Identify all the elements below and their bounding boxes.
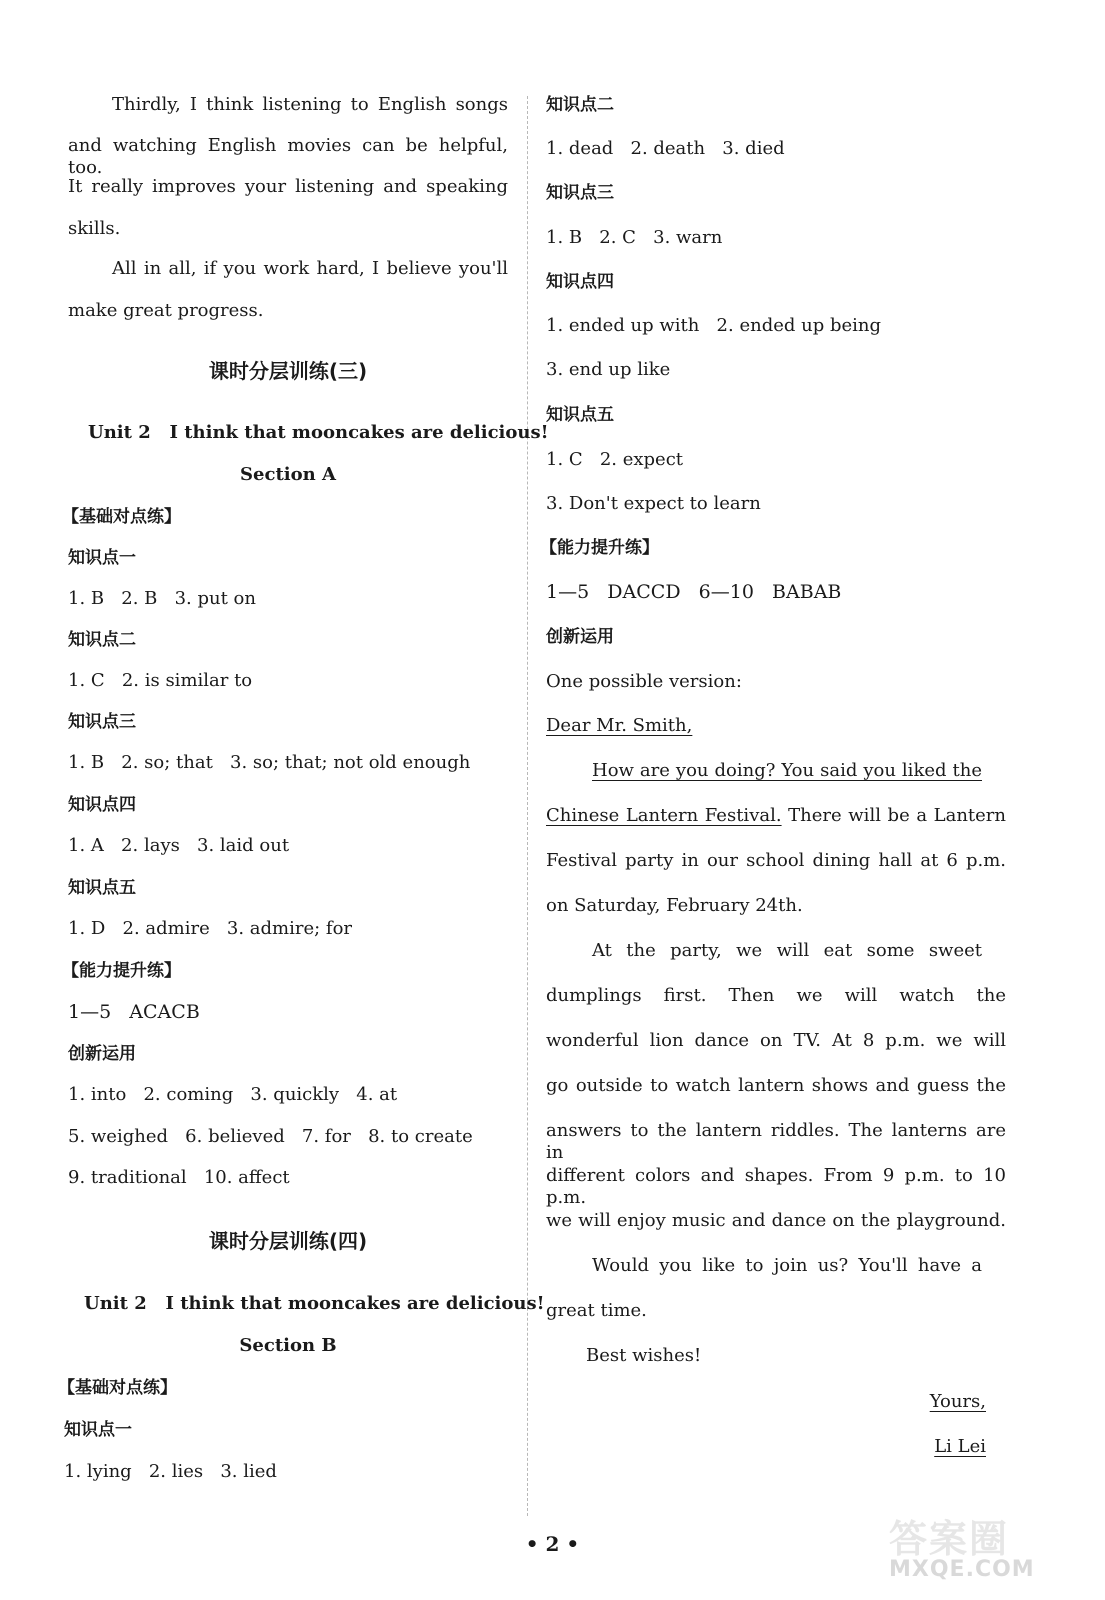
- letter-line: on Saturday, February 24th.: [546, 895, 803, 916]
- letter-sign-off: Yours,: [929, 1391, 986, 1412]
- knowledge-point-heading: 知识点五: [546, 405, 614, 425]
- paragraph-line: make great progress.: [68, 300, 264, 321]
- paragraph-line: Thirdly, I think listening to English songs: [112, 94, 508, 115]
- knowledge-point-heading: 知识点二: [68, 630, 136, 650]
- answer-line: 3. end up like: [546, 359, 671, 380]
- innovation-heading: 创新运用: [68, 1044, 136, 1064]
- letter-line: dumplings first. Then we will watch the: [546, 985, 1006, 1006]
- letter-text: There will be a Lantern: [781, 805, 1007, 826]
- letter-line: Festival party in our school dining hall at 6 p.m.: [546, 850, 1006, 871]
- basic-practice-label: 【基础对点练】: [58, 1378, 177, 1398]
- letter-line: How are you doing? You said you liked the: [592, 760, 982, 781]
- letter-closing: Best wishes!: [586, 1345, 702, 1366]
- version-label: One possible version:: [546, 671, 742, 692]
- watermark-url: MXQE.COM: [889, 1557, 1035, 1582]
- letter-line: answers to the lantern riddles. The lanterns are in: [546, 1120, 1006, 1163]
- answer-line: 1. B 2. C 3. warn: [546, 227, 723, 248]
- knowledge-point-heading: 知识点一: [64, 1420, 132, 1440]
- section-heading: Section B: [239, 1335, 337, 1356]
- letter-salutation: Dear Mr. Smith,: [546, 715, 693, 736]
- unit-heading: Unit 2 I think that mooncakes are delicious!: [88, 422, 549, 443]
- letter-line: wonderful lion dance on TV. At 8 p.m. we will: [546, 1030, 1006, 1051]
- answer-line: 1. C 2. is similar to: [68, 670, 253, 691]
- basic-practice-label: 【基础对点练】: [62, 507, 181, 527]
- paragraph-line: All in all, if you work hard, I believe you'll: [112, 258, 508, 279]
- paragraph-line: It really improves your listening and speaking: [68, 176, 508, 197]
- letter-line: we will enjoy music and dance on the playground.: [546, 1210, 1006, 1231]
- lesson-title: 课时分层训练(三): [208, 359, 368, 383]
- letter-line: different colors and shapes. From 9 p.m. to 10 p.m.: [546, 1165, 1006, 1208]
- knowledge-point-heading: 知识点一: [68, 548, 136, 568]
- knowledge-point-heading: 知识点二: [546, 95, 614, 115]
- answer-line: 5. weighed 6. believed 7. for 8. to create: [68, 1126, 473, 1147]
- watermark-logo: [889, 1508, 1079, 1588]
- letter-line: go outside to watch lantern shows and guess the: [546, 1075, 1006, 1096]
- knowledge-point-heading: 知识点四: [546, 272, 614, 292]
- answer-line: 1—5 DACCD 6—10 BABAB: [546, 581, 842, 603]
- answer-line: 1—5 ACACB: [68, 1001, 200, 1023]
- page-number: • 2 •: [525, 1532, 580, 1556]
- watermark-text: 答案圈: [889, 1517, 1010, 1561]
- ability-practice-label: 【能力提升练】: [62, 961, 181, 981]
- answer-line: 3. Don't expect to learn: [546, 493, 761, 514]
- answer-line: 9. traditional 10. affect: [68, 1167, 290, 1188]
- paragraph-line: skills.: [68, 218, 121, 239]
- answer-line: 1. C 2. expect: [546, 449, 684, 470]
- letter-line: Would you like to join us? You'll have a: [592, 1255, 982, 1276]
- answer-line: 1. B 2. so; that 3. so; that; not old enough: [68, 752, 471, 773]
- answer-line: 1. ended up with 2. ended up being: [546, 315, 881, 336]
- section-heading: Section A: [240, 464, 336, 485]
- answer-line: 1. lying 2. lies 3. lied: [64, 1461, 277, 1482]
- lesson-title: 课时分层训练(四): [208, 1229, 368, 1253]
- innovation-heading: 创新运用: [546, 627, 614, 647]
- answer-line: 1. B 2. B 3. put on: [68, 588, 256, 609]
- answer-line: 1. D 2. admire 3. admire; for: [68, 918, 353, 939]
- knowledge-point-heading: 知识点四: [68, 795, 136, 815]
- letter-signature: Li Lei: [934, 1436, 986, 1457]
- answer-line: 1. into 2. coming 3. quickly 4. at: [68, 1084, 398, 1105]
- underlined-phrase: Chinese Lantern Festival.: [546, 805, 782, 826]
- letter-line: At the party, we will eat some sweet: [592, 940, 982, 961]
- letter-line: great time.: [546, 1300, 647, 1321]
- paragraph-line: and watching English movies can be helpful, too.: [68, 135, 508, 178]
- answer-line: 1. A 2. lays 3. laid out: [68, 835, 290, 856]
- unit-heading: Unit 2 I think that mooncakes are delicious!: [84, 1293, 545, 1314]
- knowledge-point-heading: 知识点三: [68, 712, 136, 732]
- ability-practice-label: 【能力提升练】: [540, 538, 659, 558]
- knowledge-point-heading: 知识点三: [546, 183, 614, 203]
- answer-line: 1. dead 2. death 3. died: [546, 138, 785, 159]
- letter-line: [546, 805, 1006, 827]
- knowledge-point-heading: 知识点五: [68, 878, 136, 898]
